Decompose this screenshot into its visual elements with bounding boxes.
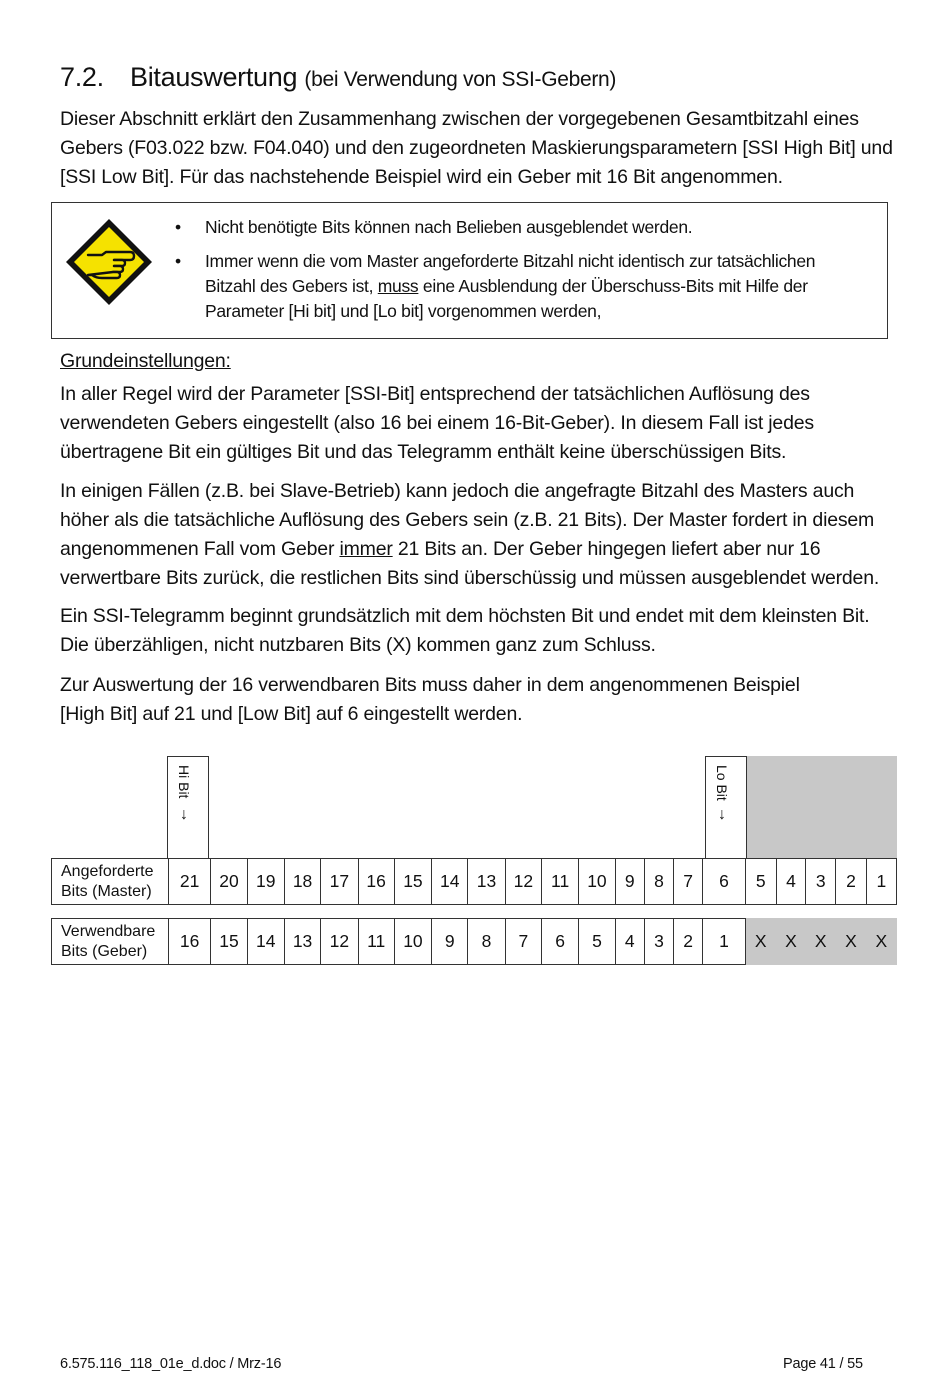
intro-line: Dieser Abschnitt erklärt den Zusammenhang zwischen der vorgegebenen Gesamtbitzahl eines — [60, 108, 859, 130]
geber-bit-cell: 12 — [321, 919, 358, 965]
master-row-label: Angeforderte Bits (Master) — [52, 859, 169, 905]
geber-bit-cell: 13 — [284, 919, 320, 965]
paragraph-2: In einigen Fällen (z.B. bei Slave-Betrieb) kann jedoch die angefragte Bitzahl des Masters auch höher als die tatsächliche Auflösung des Gebers sein (z.B. 21 Bits). Der Master fordert in diesem angenommenen Fall vom Geber immer 21 Bits an. Der Geber hingegen liefert aber nur 16 verwertbare Bits zurück, die restlichen Bits sind überschüssig und müssen ausgeblendet werden. — [60, 480, 880, 589]
geber-bit-cell: 2 — [674, 919, 703, 965]
geber-bit-cell: 7 — [505, 919, 541, 965]
master-bit-cell: 16 — [358, 859, 394, 905]
geber-bit-cell: 11 — [358, 919, 394, 965]
geber-bit-cell: 9 — [432, 919, 468, 965]
geber-bit-cell: X — [745, 919, 776, 965]
geber-bit-cell: 15 — [211, 919, 247, 965]
notice-text: Immer wenn die vom Master angeforderte Bitzahl nicht identisch zur tatsächlichen — [205, 251, 816, 271]
section-subtitle: (bei Verwendung von SSI-Gebern) — [304, 68, 617, 91]
master-bit-cell: 18 — [284, 859, 320, 905]
geber-bit-cell: X — [806, 919, 836, 965]
lo-bit-marker — [705, 756, 747, 858]
section-title: Bitauswertung — [130, 62, 298, 92]
geber-bit-cell: X — [776, 919, 805, 965]
master-bit-cell: 9 — [615, 859, 644, 905]
section-heading — [60, 62, 616, 93]
geber-bit-cell: 4 — [615, 919, 644, 965]
paragraph-4: Zur Auswertung der 16 verwendbaren Bits muss daher in dem angenommenen Beispiel [High Bit] auf 21 und [Low Bit] auf 6 eingestellt werden. — [60, 674, 800, 725]
master-bit-cell: 12 — [505, 859, 541, 905]
notice-text: Nicht benötigte Bits können nach Belieben ausgeblendet werden. — [205, 217, 693, 237]
geber-bit-cell: X — [836, 919, 866, 965]
geber-bit-cell: 8 — [468, 919, 505, 965]
paragraph-3: Ein SSI-Telegramm beginnt grundsätzlich mit dem höchsten Bit und endet mit dem kleinsten Bit. Die überzähligen, nicht nutzbaren Bits (X) kommen ganz zum Schluss. — [60, 605, 870, 656]
down-arrow-icon: ↓ — [180, 806, 188, 823]
master-bit-cell: 10 — [579, 859, 615, 905]
intro-line: Gebers (F03.022 bzw. F04.040) und den zugeordneten Maskierungsparametern [SSI High Bit] und — [60, 137, 893, 159]
geber-bit-cell: 16 — [168, 919, 210, 965]
paragraph-1: In aller Regel wird der Parameter [SSI-Bit] entsprechend der tatsächlichen Auflösung des verwendeten Gebers eingestellt (also 16 bei einem 16-Bit-Geber). In diesem Fall ist jedes übertragene Bit ein gültiges Bit und das Telegramm enthält keine überschüssigen Bits. — [60, 383, 814, 463]
master-bit-cell: 15 — [394, 859, 431, 905]
pointing-hand-warning-icon — [64, 217, 154, 307]
notice-box — [51, 202, 888, 339]
master-bit-cell: 14 — [432, 859, 468, 905]
geber-bits-row — [51, 918, 897, 965]
footer-doc-id: 6.575.116_118_01e_d.doc / Mrz-16 — [60, 1356, 282, 1372]
master-bit-cell: 4 — [776, 859, 805, 905]
intro-paragraph — [60, 105, 905, 192]
hi-bit-label: Hi Bit — [176, 765, 192, 799]
master-bit-cell: 11 — [541, 859, 578, 905]
master-bit-cell: 8 — [644, 859, 673, 905]
notice-bullets — [172, 215, 872, 333]
master-bit-cell: 6 — [703, 859, 745, 905]
geber-bit-cell: 6 — [541, 919, 578, 965]
master-bits-row — [51, 858, 897, 905]
notice-text: Parameter [Hi bit] und [Lo bit] vorgenommen werden, — [205, 301, 602, 321]
masked-bits-header — [747, 756, 897, 858]
hi-bit-marker — [167, 756, 209, 858]
emphasis-muss: muss — [377, 276, 419, 296]
master-bit-cell: 17 — [321, 859, 358, 905]
geber-bit-cell: 10 — [394, 919, 431, 965]
master-bit-cell: 1 — [866, 859, 896, 905]
master-bit-cell: 7 — [674, 859, 703, 905]
geber-row-label: Verwendbare Bits (Geber) — [52, 919, 169, 965]
master-bit-cell: 13 — [468, 859, 505, 905]
notice-text: Bitzahl des Gebers ist, muss eine Ausblendung der Überschuss-Bits mit Hilfe der — [205, 276, 808, 296]
emphasis-immer: immer — [339, 538, 393, 560]
geber-bit-cell: 5 — [579, 919, 615, 965]
master-bit-cell: 5 — [745, 859, 776, 905]
master-bit-cell: 19 — [247, 859, 284, 905]
geber-bit-cell: X — [866, 919, 896, 965]
notice-bullet: • Immer wenn die vom Master angeforderte Bitzahl nicht identisch zur tatsächlichen Bitzahl des Gebers ist, muss eine Ausblendung der Überschuss-Bits mit Hilfe der Parameter [Hi bit] und [Lo bit] vorgenommen werden, — [172, 249, 872, 324]
master-bit-cell: 20 — [211, 859, 247, 905]
master-bit-cell: 3 — [806, 859, 836, 905]
section-number: 7.2. — [60, 62, 104, 92]
intro-line: [SSI Low Bit]. Für das nachstehende Beispiel wird ein Geber mit 16 Bit angenommen. — [60, 166, 783, 188]
geber-bit-cell: 3 — [644, 919, 673, 965]
notice-bullet: • Nicht benötigte Bits können nach Belieben ausgeblendet werden. — [172, 215, 872, 240]
geber-bit-cell: 14 — [247, 919, 284, 965]
lo-bit-label: Lo Bit — [714, 765, 730, 801]
subsection-title: Grundeinstellungen: — [60, 350, 231, 372]
down-arrow-icon: ↓ — [718, 806, 726, 823]
footer-page-number: Page 41 / 55 — [783, 1356, 863, 1372]
master-bit-cell: 2 — [836, 859, 866, 905]
geber-bit-cell: 1 — [703, 919, 745, 965]
master-bit-cell: 21 — [168, 859, 210, 905]
